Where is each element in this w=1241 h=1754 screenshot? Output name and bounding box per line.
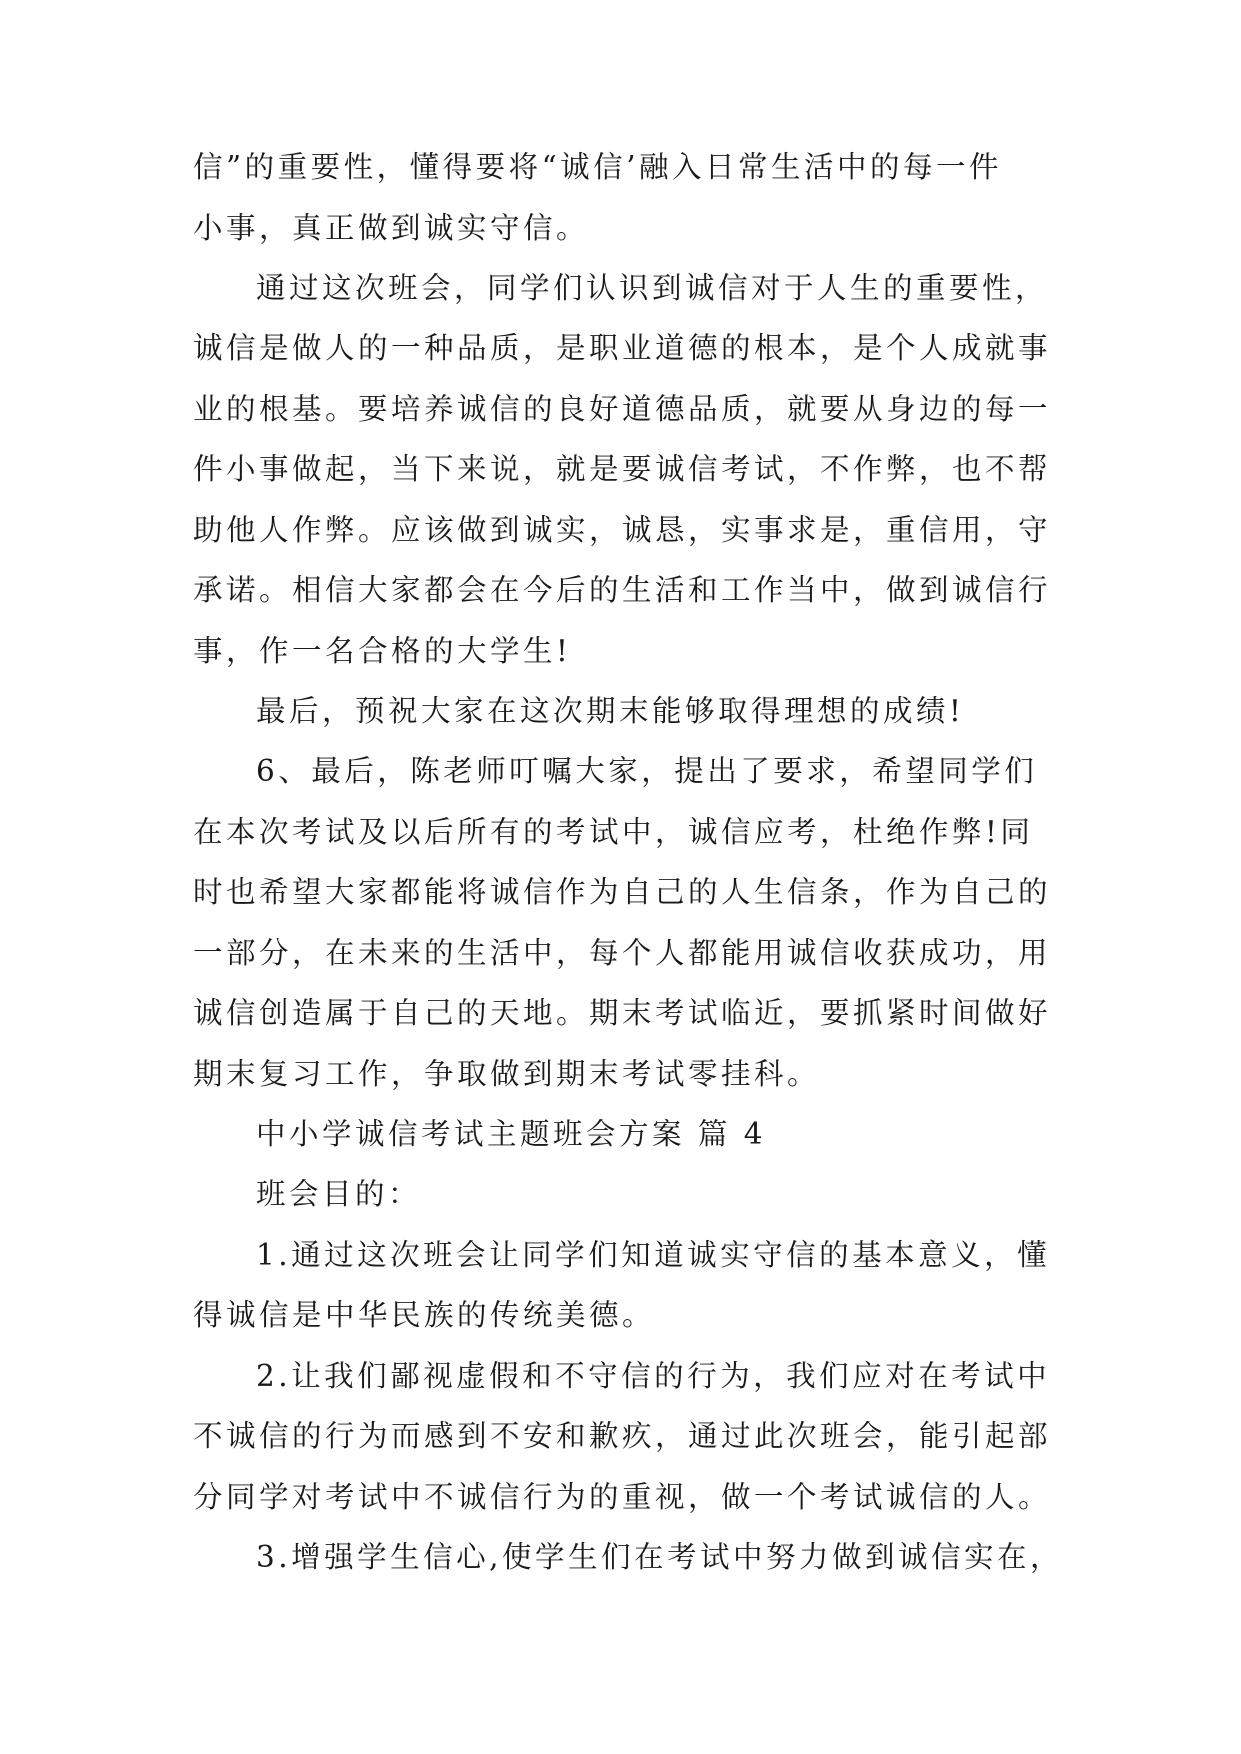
paragraph-first-line: 通过这次班会，同学们认识到诚信对于人生的重要性， bbox=[256, 271, 1049, 305]
body-text-line: 事，作一名合格的大学生! bbox=[193, 634, 572, 668]
body-text-line: 期末复习工作，争取做到期末考试零挂科。 bbox=[193, 1057, 821, 1091]
body-text-line: 诚信创造属于自己的天地。期末考试临近，要抓紧时间做好 bbox=[193, 996, 1052, 1030]
body-text-line: 在本次考试及以后所有的考试中，诚信应考，杜绝作弊!同 bbox=[193, 815, 1034, 849]
body-text-line: 小事，真正做到诚实守信。 bbox=[193, 211, 590, 245]
body-text-line: 得诚信是中华民族的传统美德。 bbox=[193, 1298, 656, 1332]
body-text-line: 分同学对考试中不诚信行为的重视，做一个考试诚信的人。 bbox=[193, 1480, 1052, 1514]
body-text-line: 助他人作弊。应该做到诚实，诚恳，实事求是，重信用，守 bbox=[193, 513, 1052, 547]
body-text-line: 一部分，在未来的生活中，每个人都能用诚信收获成功，用 bbox=[193, 936, 1052, 970]
body-text-line: 诚信是做人的一种品质，是职业道德的根本，是个人成就事 bbox=[193, 331, 1052, 365]
body-text-line: 业的根基。要培养诚信的良好道德品质，就要从身边的每一 bbox=[193, 392, 1052, 426]
paragraph-first-line: 6、最后，陈老师叮嘱大家，提出了要求，希望同学们 bbox=[256, 754, 1038, 788]
body-text-line: 件小事做起，当下来说，就是要诚信考试，不作弊，也不帮 bbox=[193, 452, 1052, 486]
paragraph-first-line: 1.通过这次班会让同学们知道诚实守信的基本意义，懂 bbox=[256, 1238, 1051, 1272]
section-heading: 中小学诚信考试主题班会方案 篇 4 bbox=[256, 1117, 767, 1151]
body-text-line: 信”的重要性，懂得要将“诚信’融入日常生活中的每一件 bbox=[193, 150, 1003, 184]
body-text-line: 不诚信的行为而感到不安和歉疚，通过此次班会，能引起部 bbox=[193, 1419, 1052, 1453]
paragraph-first-line: 3.增强学生信心,使学生们在考试中努力做到诚信实在， bbox=[256, 1540, 1064, 1574]
paragraph-first-line: 最后，预祝大家在这次期末能够取得理想的成绩! bbox=[256, 694, 965, 728]
subheading: 班会目的： bbox=[256, 1177, 422, 1211]
body-text-line: 承诺。相信大家都会在今后的生活和工作当中，做到诚信行 bbox=[193, 573, 1052, 607]
body-text-line: 时也希望大家都能将诚信作为自己的人生信条，作为自己的 bbox=[193, 875, 1052, 909]
paragraph-first-line: 2.让我们鄙视虚假和不守信的行为，我们应对在考试中 bbox=[256, 1359, 1051, 1393]
